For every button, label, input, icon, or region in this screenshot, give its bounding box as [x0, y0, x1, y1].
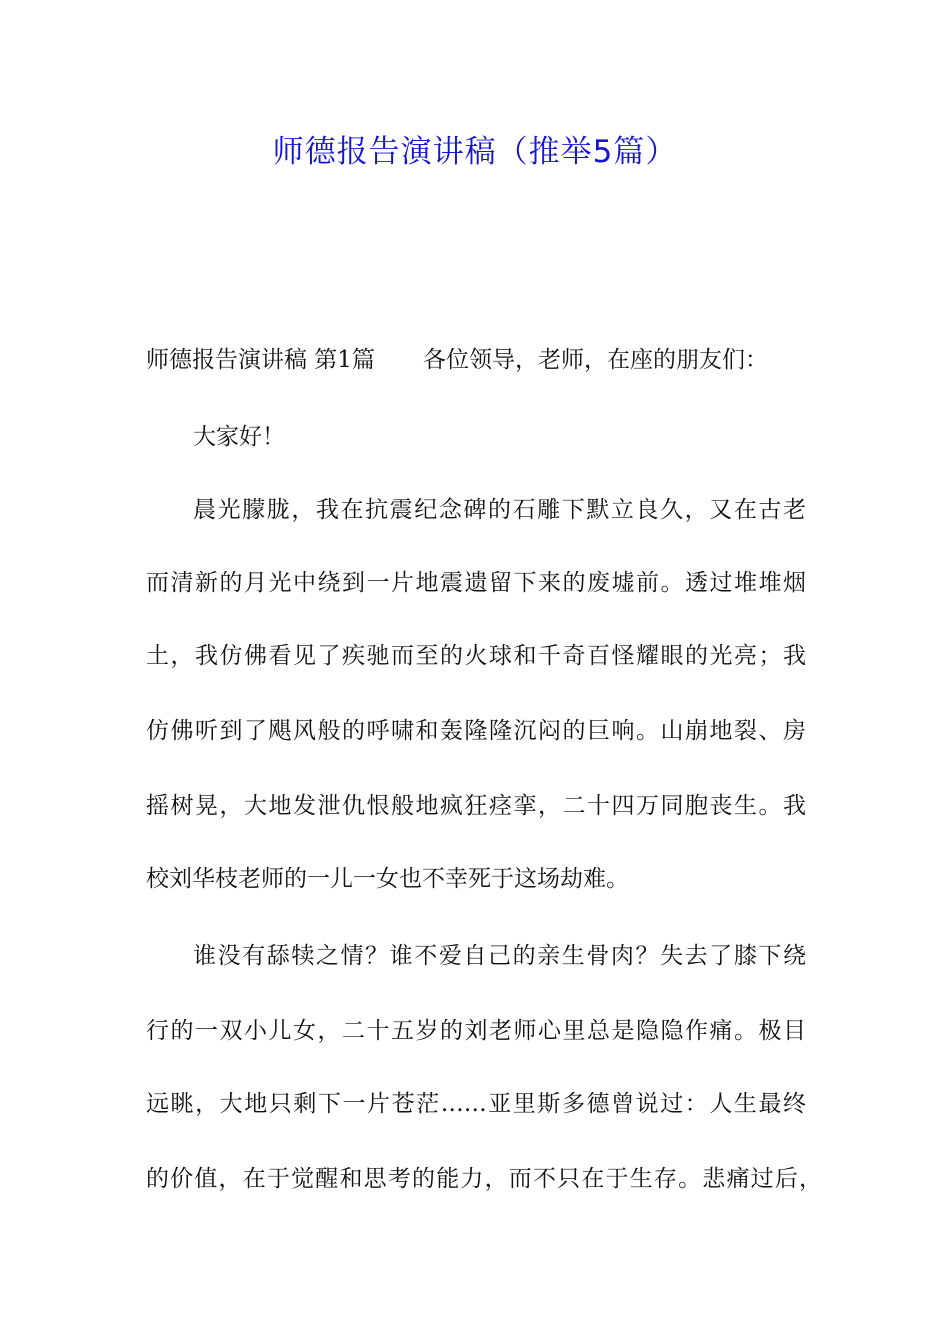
paragraph-1 — [146, 494, 806, 526]
paragraph-1-line-2 — [146, 567, 806, 599]
paragraph-line: 而清新的月光中绕到一片地震遗留下来的废墟前。透过堆堆烟 — [146, 570, 806, 596]
paragraph-line: 晨光朦胧，我在抗震纪念碑的石雕下默立良久，又在古老 — [193, 497, 806, 523]
paragraph-line: 仿佛听到了飓风般的呼啸和轰隆隆沉闷的巨响。山崩地裂、房 — [146, 718, 806, 744]
paragraph-2-line-4 — [146, 1163, 822, 1195]
heading-line — [146, 344, 806, 376]
paragraph-1-line-4 — [146, 715, 806, 747]
section-label: 师德报告演讲稿 第1篇 — [146, 347, 375, 373]
paragraph-1-line-5 — [146, 790, 806, 822]
paragraph-1-line-3 — [146, 640, 806, 672]
paragraph-line: 远眺，大地只剩下一片苍茫……亚里斯多德曾说过：人生最终 — [146, 1091, 806, 1117]
paragraph-2-line-2 — [146, 1015, 806, 1047]
paragraph-line: 摇树晃，大地发泄仇恨般地疯狂痉挛，二十四万同胞丧生。我 — [146, 793, 806, 819]
greeting-line: 大家好！ — [193, 424, 285, 450]
paragraph-line: 的价值，在于觉醒和思考的能力，而不只在于生存。悲痛过后， — [146, 1166, 822, 1192]
paragraph-line: 行的一双小儿女，二十五岁的刘老师心里总是隐隐作痛。极目 — [146, 1018, 806, 1044]
paragraph-2 — [146, 940, 806, 972]
paragraph-line: 校刘华枝老师的一儿一女也不幸死于这场劫难。 — [146, 866, 629, 892]
paragraph-line: 谁没有舔犊之情？谁不爱自己的亲生骨肉？失去了膝下绕 — [193, 943, 806, 969]
document-title: 师德报告演讲稿（推举5篇） — [272, 134, 678, 170]
paragraph-line: 土，我仿佛看见了疾驰而至的火球和千奇百怪耀眼的光亮；我 — [146, 643, 806, 669]
greeting-paragraph — [146, 421, 806, 453]
paragraph-2-line-3 — [146, 1088, 806, 1120]
salutation: 各位领导，老师，在座的朋友们： — [422, 347, 768, 373]
paragraph-1-line-6 — [146, 863, 806, 895]
